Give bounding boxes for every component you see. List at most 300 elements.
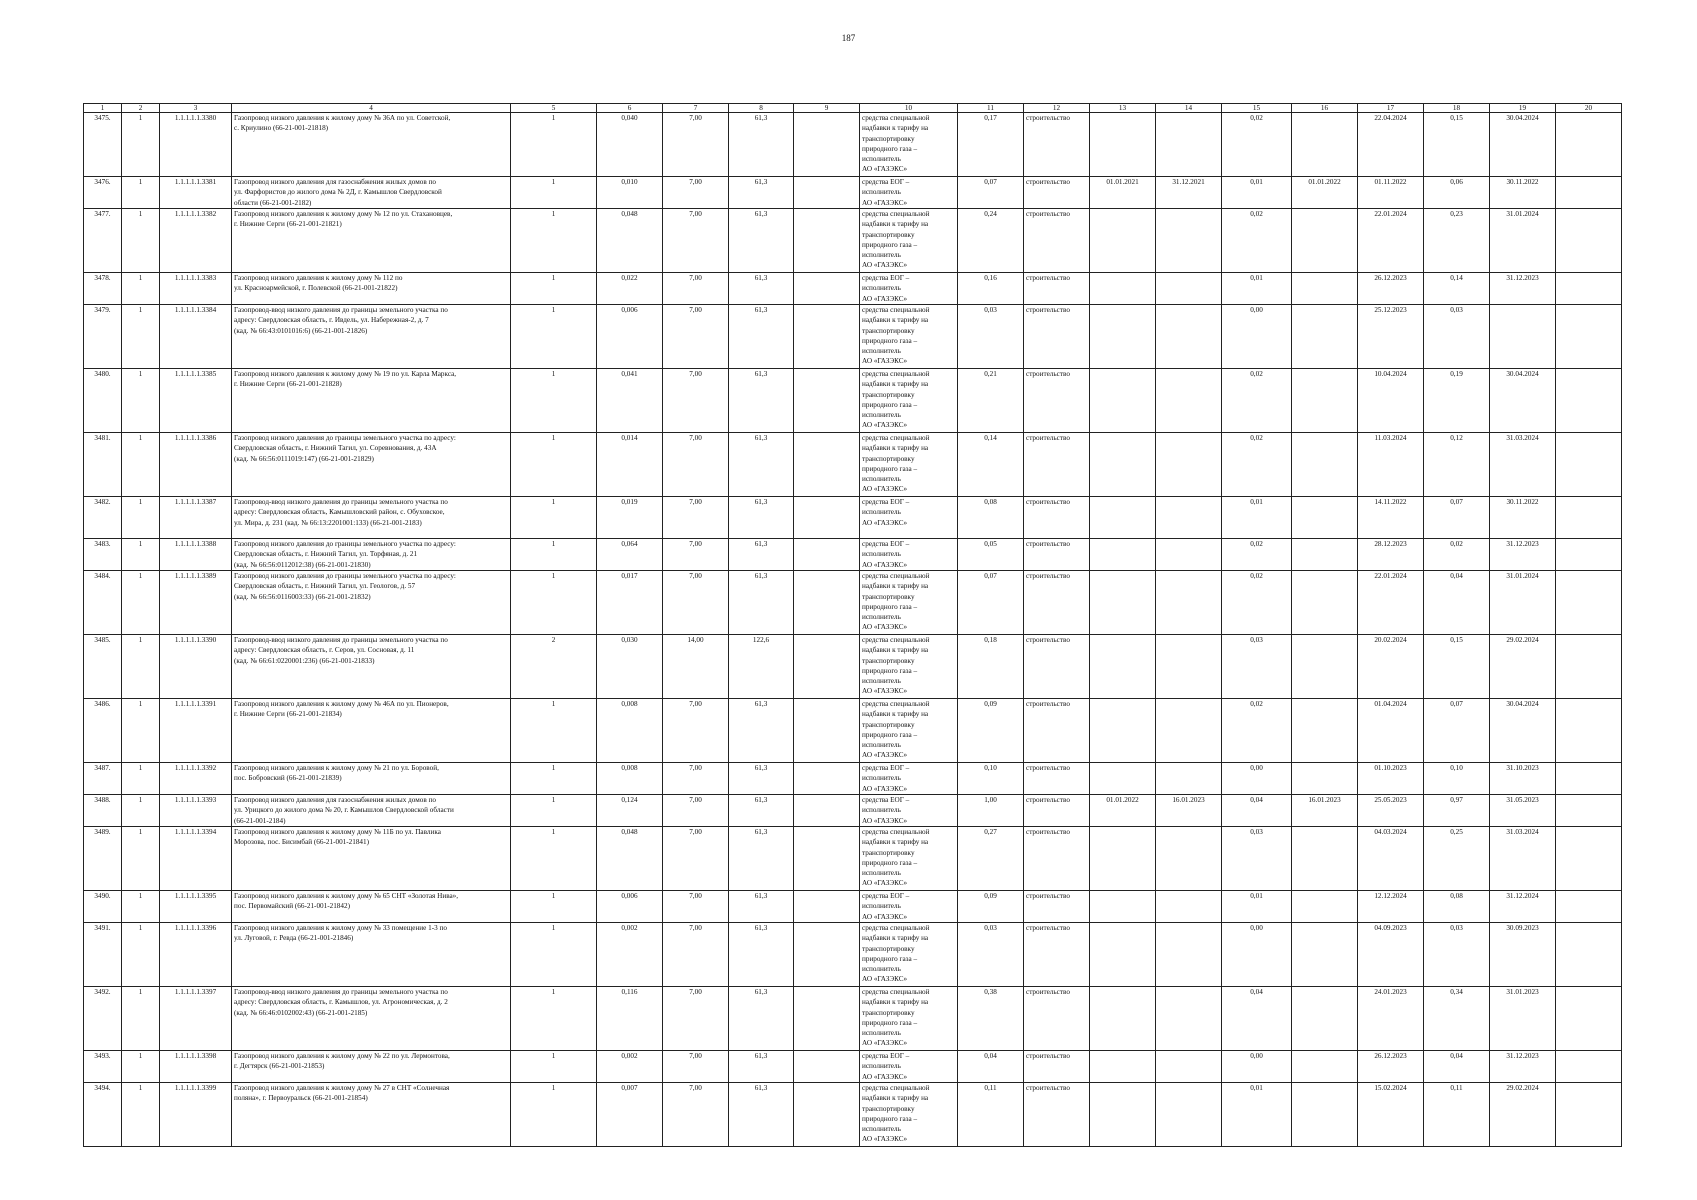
col19-date-cell: 30.11.2022 (1490, 497, 1556, 539)
start-date-cell (1090, 433, 1156, 497)
col7-cell: 7,00 (663, 891, 729, 923)
funding-source-cell: средства ЕОГ – исполнитель АО «ГАЗЭКС» (860, 763, 958, 795)
row-number-cell: 3494. (84, 1083, 122, 1147)
col19-date-cell: 31.12.2023 (1490, 273, 1556, 305)
col15-cell: 0,04 (1222, 987, 1292, 1051)
row-number-cell: 3486. (84, 699, 122, 763)
col19-date-cell: 29.02.2024 (1490, 635, 1556, 699)
col5-cell: 2 (511, 635, 597, 699)
col17-date-cell: 20.02.2024 (1358, 635, 1424, 699)
col17-date-cell: 22.01.2024 (1358, 209, 1424, 273)
end-date-cell (1156, 433, 1222, 497)
funding-source-cell: средства специальной надбавки к тарифу на транспортировку природного газа – исполнитель АО «ГАЗЭКС» (860, 1083, 958, 1147)
col8-cell: 61,3 (729, 795, 794, 827)
column-number-header: 16 (1292, 104, 1358, 113)
col2-cell: 1 (122, 209, 160, 273)
funding-source-cell: средства ЕОГ – исполнитель АО «ГАЗЭКС» (860, 497, 958, 539)
col9-cell (794, 497, 860, 539)
row-number-cell: 3493. (84, 1051, 122, 1083)
col2-cell: 1 (122, 891, 160, 923)
col9-cell (794, 635, 860, 699)
funding-source-cell: средства ЕОГ – исполнитель АО «ГАЗЭКС» (860, 539, 958, 571)
object-name-cell: Газопровод низкого давления к жилому дому № 27 в СНТ «Солнечная поляна», г. Первоуральск (66-21-001-21854) (232, 1083, 511, 1147)
length-cell: 0,041 (597, 369, 663, 433)
funding-source-cell: средства специальной надбавки к тарифу на транспортировку природного газа – исполнитель АО «ГАЗЭКС» (860, 827, 958, 891)
col15-cell: 0,01 (1222, 273, 1292, 305)
start-date-cell (1090, 891, 1156, 923)
object-code-cell: 1.1.1.1.1.3386 (160, 433, 232, 497)
col18-cell: 0,06 (1424, 177, 1490, 209)
col5-cell: 1 (511, 923, 597, 987)
object-code-cell: 1.1.1.1.1.3385 (160, 369, 232, 433)
object-name-cell: Газопровод низкого давления для газоснабжения жилых домов по ул. Фарфористов до жилого дома № 2Д, г. Камышлов Свердловской области (66-21-001-2182) (232, 177, 511, 209)
end-date-cell (1156, 699, 1222, 763)
col17-date-cell: 12.12.2024 (1358, 891, 1424, 923)
start-date-cell (1090, 369, 1156, 433)
column-number-header: 3 (160, 104, 232, 113)
col16-cell: 16.01.2023 (1292, 795, 1358, 827)
col17-date-cell: 15.02.2024 (1358, 1083, 1424, 1147)
col2-cell: 1 (122, 795, 160, 827)
work-type-cell: строительство (1024, 987, 1090, 1051)
col17-date-cell: 25.12.2023 (1358, 305, 1424, 369)
object-code-cell: 1.1.1.1.1.3399 (160, 1083, 232, 1147)
col5-cell: 1 (511, 273, 597, 305)
work-type-cell: строительство (1024, 273, 1090, 305)
col7-cell: 7,00 (663, 763, 729, 795)
col2-cell: 1 (122, 369, 160, 433)
work-type-cell: строительство (1024, 635, 1090, 699)
col8-cell: 122,6 (729, 635, 794, 699)
table-row (84, 369, 1622, 433)
start-date-cell (1090, 305, 1156, 369)
column-number-header: 1 (84, 104, 122, 113)
table-row (84, 827, 1622, 891)
col16-cell (1292, 987, 1358, 1051)
col8-cell: 61,3 (729, 571, 794, 635)
row-number-cell: 3478. (84, 273, 122, 305)
col9-cell (794, 1051, 860, 1083)
end-date-cell (1156, 497, 1222, 539)
col9-cell (794, 987, 860, 1051)
work-type-cell: строительство (1024, 497, 1090, 539)
row-number-cell: 3484. (84, 571, 122, 635)
column-number-header: 7 (663, 104, 729, 113)
end-date-cell (1156, 209, 1222, 273)
table-row (84, 795, 1622, 827)
cost-cell: 1,00 (958, 795, 1024, 827)
start-date-cell (1090, 635, 1156, 699)
row-number-cell: 3482. (84, 497, 122, 539)
col7-cell: 7,00 (663, 305, 729, 369)
start-date-cell (1090, 273, 1156, 305)
col15-cell: 0,02 (1222, 433, 1292, 497)
length-cell: 0,019 (597, 497, 663, 539)
start-date-cell: 01.01.2022 (1090, 795, 1156, 827)
work-type-cell: строительство (1024, 539, 1090, 571)
end-date-cell (1156, 571, 1222, 635)
object-code-cell: 1.1.1.1.1.3390 (160, 635, 232, 699)
col20-cell (1556, 635, 1622, 699)
col17-date-cell: 28.12.2023 (1358, 539, 1424, 571)
column-number-header: 14 (1156, 104, 1222, 113)
col7-cell: 7,00 (663, 497, 729, 539)
col17-date-cell: 01.04.2024 (1358, 699, 1424, 763)
col9-cell (794, 369, 860, 433)
object-code-cell: 1.1.1.1.1.3382 (160, 209, 232, 273)
length-cell: 0,010 (597, 177, 663, 209)
work-type-cell: строительство (1024, 699, 1090, 763)
object-code-cell: 1.1.1.1.1.3393 (160, 795, 232, 827)
col5-cell: 1 (511, 305, 597, 369)
col9-cell (794, 177, 860, 209)
object-code-cell: 1.1.1.1.1.3396 (160, 923, 232, 987)
row-number-cell: 3492. (84, 987, 122, 1051)
col18-cell: 0,12 (1424, 433, 1490, 497)
col19-date-cell: 30.04.2024 (1490, 369, 1556, 433)
row-number-cell: 3483. (84, 539, 122, 571)
col16-cell (1292, 923, 1358, 987)
col9-cell (794, 763, 860, 795)
col5-cell: 1 (511, 209, 597, 273)
cost-cell: 0,07 (958, 571, 1024, 635)
end-date-cell: 16.01.2023 (1156, 795, 1222, 827)
col20-cell (1556, 571, 1622, 635)
funding-source-cell: средства ЕОГ – исполнитель АО «ГАЗЭКС» (860, 273, 958, 305)
table-row (84, 699, 1622, 763)
col15-cell: 0,04 (1222, 795, 1292, 827)
end-date-cell (1156, 827, 1222, 891)
col20-cell (1556, 699, 1622, 763)
col2-cell: 1 (122, 923, 160, 987)
col8-cell: 61,3 (729, 369, 794, 433)
end-date-cell (1156, 305, 1222, 369)
col19-date-cell: 31.05.2023 (1490, 795, 1556, 827)
table-row (84, 1083, 1622, 1147)
col17-date-cell: 01.10.2023 (1358, 763, 1424, 795)
col20-cell (1556, 539, 1622, 571)
object-name-cell: Газопровод низкого давления к жилому дому № 65 СНТ «Золотая Нива», пос. Первомайский (66-21-001-21842) (232, 891, 511, 923)
col9-cell (794, 273, 860, 305)
col15-cell: 0,01 (1222, 891, 1292, 923)
col5-cell: 1 (511, 539, 597, 571)
col19-date-cell: 31.03.2024 (1490, 433, 1556, 497)
col2-cell: 1 (122, 571, 160, 635)
col18-cell: 0,15 (1424, 113, 1490, 177)
col19-date-cell: 31.12.2023 (1490, 1051, 1556, 1083)
end-date-cell (1156, 923, 1222, 987)
length-cell: 0,008 (597, 763, 663, 795)
col16-cell (1292, 571, 1358, 635)
col19-date-cell (1490, 305, 1556, 369)
col19-date-cell: 30.09.2023 (1490, 923, 1556, 987)
col16-cell (1292, 497, 1358, 539)
column-number-header: 20 (1556, 104, 1622, 113)
col7-cell: 7,00 (663, 1083, 729, 1147)
work-type-cell: строительство (1024, 795, 1090, 827)
col15-cell: 0,02 (1222, 209, 1292, 273)
col15-cell: 0,02 (1222, 539, 1292, 571)
end-date-cell (1156, 113, 1222, 177)
col18-cell: 0,04 (1424, 571, 1490, 635)
object-name-cell: Газопровод-ввод низкого давления до границы земельного участка по адресу: Свердловская область, г. Камышлов, ул. Агрономическая, д. 2 (кад. № 66:46:0102002:43) (66-21-001-2185) (232, 987, 511, 1051)
col9-cell (794, 795, 860, 827)
length-cell: 0,030 (597, 635, 663, 699)
col19-date-cell: 31.12.2024 (1490, 891, 1556, 923)
object-code-cell: 1.1.1.1.1.3398 (160, 1051, 232, 1083)
col9-cell (794, 571, 860, 635)
length-cell: 0,006 (597, 305, 663, 369)
col18-cell: 0,04 (1424, 1051, 1490, 1083)
table-row (84, 497, 1622, 539)
work-type-cell: строительство (1024, 305, 1090, 369)
col8-cell: 61,3 (729, 497, 794, 539)
object-name-cell: Газопровод низкого давления до границы земельного участка по адресу: Свердловская область, г. Нижний Тагил, ул. Геологов, д. 57 (кад. № 66:56:0116003:33) (66-21-001-21832) (232, 571, 511, 635)
col19-date-cell: 30.04.2024 (1490, 699, 1556, 763)
col20-cell (1556, 891, 1622, 923)
object-name-cell: Газопровод-ввод низкого давления до границы земельного участка по адресу: Свердловская область, г. Серов, ул. Сосновая, д. 11 (кад. № 66:61:0220001:236) (66-21-001-21833) (232, 635, 511, 699)
col15-cell: 0,02 (1222, 699, 1292, 763)
object-code-cell: 1.1.1.1.1.3394 (160, 827, 232, 891)
row-number-cell: 3481. (84, 433, 122, 497)
row-number-cell: 3487. (84, 763, 122, 795)
column-number-header: 6 (597, 104, 663, 113)
col8-cell: 61,3 (729, 763, 794, 795)
col7-cell: 7,00 (663, 1051, 729, 1083)
column-number-header: 13 (1090, 104, 1156, 113)
col18-cell: 0,03 (1424, 305, 1490, 369)
col18-cell: 0,07 (1424, 699, 1490, 763)
col9-cell (794, 539, 860, 571)
col16-cell (1292, 369, 1358, 433)
cost-cell: 0,10 (958, 763, 1024, 795)
col2-cell: 1 (122, 113, 160, 177)
col7-cell: 7,00 (663, 699, 729, 763)
length-cell: 0,064 (597, 539, 663, 571)
column-number-header: 5 (511, 104, 597, 113)
object-code-cell: 1.1.1.1.1.3383 (160, 273, 232, 305)
start-date-cell (1090, 699, 1156, 763)
col17-date-cell: 10.04.2024 (1358, 369, 1424, 433)
object-name-cell: Газопровод низкого давления к жилому дому № 36А по ул. Советской, с. Криулино (66-21-001-21818) (232, 113, 511, 177)
col9-cell (794, 827, 860, 891)
col16-cell (1292, 433, 1358, 497)
page-number: 187 (841, 33, 856, 43)
col5-cell: 1 (511, 795, 597, 827)
col15-cell: 0,01 (1222, 1083, 1292, 1147)
object-name-cell: Газопровод низкого давления к жилому дому № 22 по ул. Лермонтова, г. Дегтярск (66-21-001-21853) (232, 1051, 511, 1083)
col19-date-cell: 30.11.2022 (1490, 177, 1556, 209)
col7-cell: 7,00 (663, 571, 729, 635)
object-name-cell: Газопровод низкого давления до границы земельного участка по адресу: Свердловская область, г. Нижний Тагил, ул. Торфяная, д. 21 (кад. № 66:56:0112012:38) (66-21-001-21830) (232, 539, 511, 571)
cost-cell: 0,09 (958, 891, 1024, 923)
col5-cell: 1 (511, 987, 597, 1051)
column-number-header: 2 (122, 104, 160, 113)
row-number-cell: 3488. (84, 795, 122, 827)
col16-cell: 01.01.2022 (1292, 177, 1358, 209)
col5-cell: 1 (511, 433, 597, 497)
col8-cell: 61,3 (729, 305, 794, 369)
col18-cell: 0,19 (1424, 369, 1490, 433)
cost-cell: 0,07 (958, 177, 1024, 209)
col9-cell (794, 923, 860, 987)
row-number-cell: 3485. (84, 635, 122, 699)
col15-cell: 0,00 (1222, 763, 1292, 795)
column-number-header: 10 (860, 104, 958, 113)
funding-source-cell: средства специальной надбавки к тарифу на транспортировку природного газа – исполнитель АО «ГАЗЭКС» (860, 209, 958, 273)
col17-date-cell: 14.11.2022 (1358, 497, 1424, 539)
length-cell: 0,002 (597, 923, 663, 987)
row-number-cell: 3477. (84, 209, 122, 273)
col18-cell: 0,14 (1424, 273, 1490, 305)
col8-cell: 61,3 (729, 923, 794, 987)
object-code-cell: 1.1.1.1.1.3392 (160, 763, 232, 795)
col19-date-cell: 31.12.2023 (1490, 539, 1556, 571)
object-name-cell: Газопровод низкого давления к жилому дому № 112 по ул. Красноармейской, г. Полевской (66-21-001-21822) (232, 273, 511, 305)
col8-cell: 61,3 (729, 273, 794, 305)
funding-source-cell: средства ЕОГ – исполнитель АО «ГАЗЭКС» (860, 1051, 958, 1083)
col2-cell: 1 (122, 1083, 160, 1147)
col15-cell: 0,03 (1222, 635, 1292, 699)
column-number-header: 18 (1424, 104, 1490, 113)
col20-cell (1556, 433, 1622, 497)
col16-cell (1292, 539, 1358, 571)
table-row (84, 433, 1622, 497)
length-cell: 0,048 (597, 209, 663, 273)
col20-cell (1556, 1051, 1622, 1083)
register-table (83, 103, 1622, 1147)
table-row (84, 305, 1622, 369)
col18-cell: 0,34 (1424, 987, 1490, 1051)
length-cell: 0,022 (597, 273, 663, 305)
col2-cell: 1 (122, 1051, 160, 1083)
col18-cell: 0,11 (1424, 1083, 1490, 1147)
end-date-cell (1156, 987, 1222, 1051)
row-number-cell: 3475. (84, 113, 122, 177)
cost-cell: 0,16 (958, 273, 1024, 305)
length-cell: 0,006 (597, 891, 663, 923)
col5-cell: 1 (511, 369, 597, 433)
start-date-cell (1090, 827, 1156, 891)
end-date-cell (1156, 539, 1222, 571)
column-number-header: 8 (729, 104, 794, 113)
object-name-cell: Газопровод-ввод низкого давления до границы земельного участка по адресу: Свердловская область, г. Ивдель, ул. Набережная-2, д. 7 (кад. № 66:43:0101016:6) (66-21-001-21826) (232, 305, 511, 369)
col2-cell: 1 (122, 433, 160, 497)
col19-date-cell: 31.01.2024 (1490, 571, 1556, 635)
col8-cell: 61,3 (729, 539, 794, 571)
col20-cell (1556, 795, 1622, 827)
length-cell: 0,017 (597, 571, 663, 635)
start-date-cell (1090, 539, 1156, 571)
object-name-cell: Газопровод-ввод низкого давления до границы земельного участка по адресу: Свердловская область, Камышловский район, с. Обуховское, ул. Мира, д. 231 (кад. № 66:13:2201001:133) (66-21-001-2183) (232, 497, 511, 539)
col8-cell: 61,3 (729, 699, 794, 763)
column-number-header: 15 (1222, 104, 1292, 113)
object-name-cell: Газопровод низкого давления к жилому дому № 11Б по ул. Павлика Морозова, пос. Бисимбай (66-21-001-21841) (232, 827, 511, 891)
col16-cell (1292, 209, 1358, 273)
row-number-cell: 3489. (84, 827, 122, 891)
col9-cell (794, 433, 860, 497)
col20-cell (1556, 273, 1622, 305)
object-code-cell: 1.1.1.1.1.3395 (160, 891, 232, 923)
column-number-row (84, 104, 1622, 113)
table-row (84, 539, 1622, 571)
col19-date-cell: 31.01.2024 (1490, 209, 1556, 273)
col2-cell: 1 (122, 635, 160, 699)
row-number-cell: 3479. (84, 305, 122, 369)
col19-date-cell: 29.02.2024 (1490, 1083, 1556, 1147)
col8-cell: 61,3 (729, 987, 794, 1051)
col19-date-cell: 31.10.2023 (1490, 763, 1556, 795)
col2-cell: 1 (122, 305, 160, 369)
length-cell: 0,124 (597, 795, 663, 827)
col17-date-cell: 25.05.2023 (1358, 795, 1424, 827)
cost-cell: 0,21 (958, 369, 1024, 433)
col5-cell: 1 (511, 699, 597, 763)
col20-cell (1556, 923, 1622, 987)
object-name-cell: Газопровод низкого давления до границы земельного участка по адресу: Свердловская область, г. Нижний Тагил, ул. Соревнования, д. 43А (кад. № 66:56:0111019:147) (66-21-001-21829) (232, 433, 511, 497)
object-code-cell: 1.1.1.1.1.3391 (160, 699, 232, 763)
funding-source-cell: средства ЕОГ – исполнитель АО «ГАЗЭКС» (860, 177, 958, 209)
col8-cell: 61,3 (729, 209, 794, 273)
col16-cell (1292, 1051, 1358, 1083)
col20-cell (1556, 1083, 1622, 1147)
start-date-cell (1090, 113, 1156, 177)
cost-cell: 0,17 (958, 113, 1024, 177)
cost-cell: 0,03 (958, 305, 1024, 369)
table-row (84, 209, 1622, 273)
funding-source-cell: средства ЕОГ – исполнитель АО «ГАЗЭКС» (860, 795, 958, 827)
cost-cell: 0,24 (958, 209, 1024, 273)
col2-cell: 1 (122, 763, 160, 795)
start-date-cell (1090, 1051, 1156, 1083)
length-cell: 0,002 (597, 1051, 663, 1083)
col17-date-cell: 04.03.2024 (1358, 827, 1424, 891)
col18-cell: 0,02 (1424, 539, 1490, 571)
col17-date-cell: 11.03.2024 (1358, 433, 1424, 497)
funding-source-cell: средства специальной надбавки к тарифу на транспортировку природного газа – исполнитель АО «ГАЗЭКС» (860, 571, 958, 635)
object-code-cell: 1.1.1.1.1.3397 (160, 987, 232, 1051)
cost-cell: 0,09 (958, 699, 1024, 763)
col2-cell: 1 (122, 699, 160, 763)
object-name-cell: Газопровод низкого давления для газоснабжения жилых домов по ул. Урицкого до жилого дома № 20, г. Камышлов Свердловской области (66-21-001-2184) (232, 795, 511, 827)
work-type-cell: строительство (1024, 433, 1090, 497)
col2-cell: 1 (122, 273, 160, 305)
col7-cell: 7,00 (663, 273, 729, 305)
col8-cell: 61,3 (729, 433, 794, 497)
col15-cell: 0,01 (1222, 177, 1292, 209)
col19-date-cell: 31.01.2023 (1490, 987, 1556, 1051)
col18-cell: 0,08 (1424, 891, 1490, 923)
col17-date-cell: 22.04.2024 (1358, 113, 1424, 177)
col16-cell (1292, 699, 1358, 763)
col5-cell: 1 (511, 763, 597, 795)
table-row (84, 273, 1622, 305)
col18-cell: 0,03 (1424, 923, 1490, 987)
col7-cell: 7,00 (663, 177, 729, 209)
funding-source-cell: средства специальной надбавки к тарифу на транспортировку природного газа – исполнитель АО «ГАЗЭКС» (860, 635, 958, 699)
col17-date-cell: 22.01.2024 (1358, 571, 1424, 635)
col19-date-cell: 30.04.2024 (1490, 113, 1556, 177)
col15-cell: 0,02 (1222, 113, 1292, 177)
table-row (84, 177, 1622, 209)
work-type-cell: строительство (1024, 209, 1090, 273)
cost-cell: 0,04 (958, 1051, 1024, 1083)
object-name-cell: Газопровод низкого давления к жилому дому № 19 по ул. Карла Маркса, г. Нижние Серги (66-21-001-21828) (232, 369, 511, 433)
col9-cell (794, 891, 860, 923)
col16-cell (1292, 113, 1358, 177)
col18-cell: 0,10 (1424, 763, 1490, 795)
col9-cell (794, 209, 860, 273)
